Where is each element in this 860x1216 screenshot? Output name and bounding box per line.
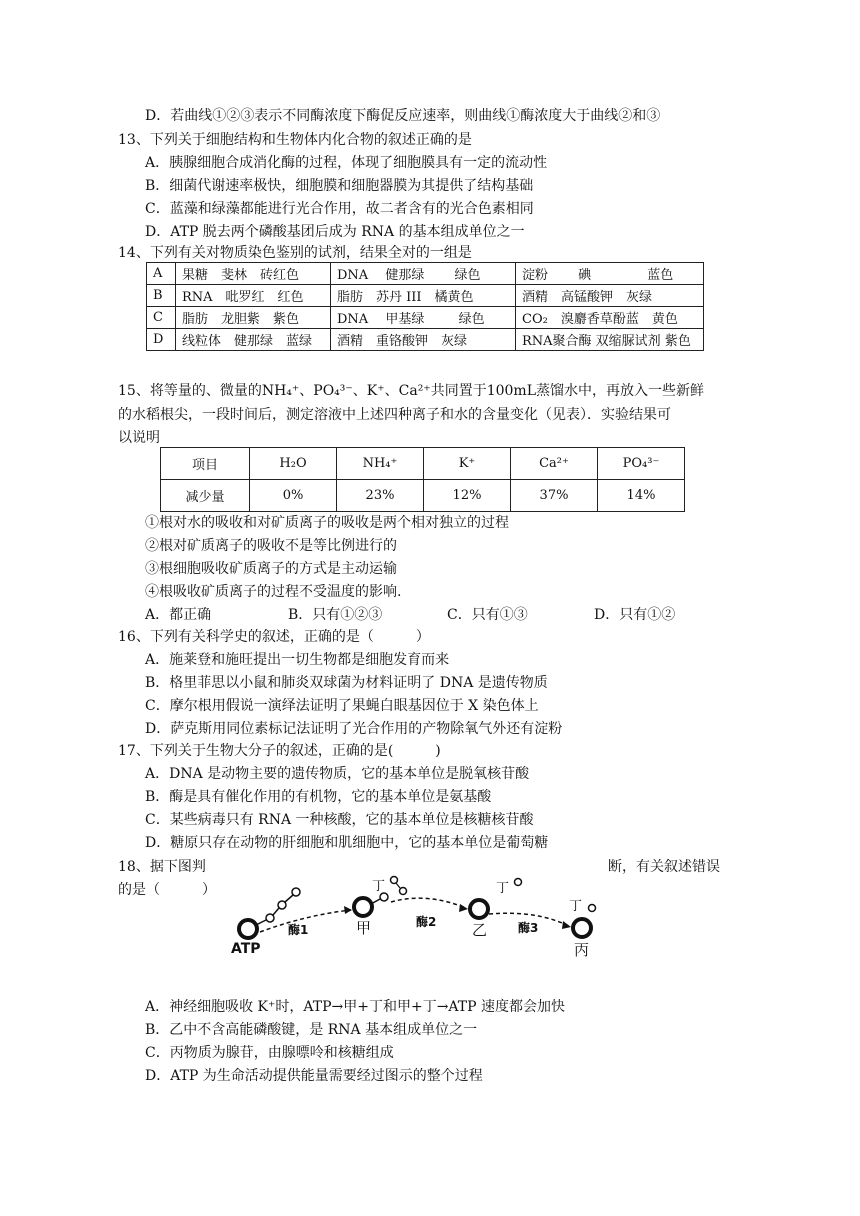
table-cell: CO₂ 溴麝香草酚蓝 黄色 — [516, 307, 704, 329]
bing-label: 丙 — [574, 941, 590, 959]
enzyme2-label: 酶2 — [416, 915, 437, 929]
table-header-cell: Ca²⁺ — [511, 448, 598, 480]
table-cell: 酒精 重铬酸钾 灰绿 — [331, 329, 516, 351]
table-header-cell: PO₄³⁻ — [598, 448, 685, 480]
atp-label: ATP — [231, 941, 261, 957]
q13-option-a: A．胰腺细胞合成消化酶的过程，体现了细胞膜具有一定的流动性 — [145, 155, 548, 171]
q13-option-d: D．ATP 脱去两个磷酸基团后成为 RNA 的基本组成单位之一 — [145, 224, 525, 240]
q18-option-c: C．丙物质为腺苷，由腺嘌呤和核糖组成 — [145, 1045, 394, 1061]
table-row — [147, 307, 704, 329]
table-cell: 果糖 斐林 砖红色 — [176, 263, 331, 285]
q17-option-c: C．某些病毒只有 RNA 一种核酸，它的基本单位是核糖核苷酸 — [145, 812, 534, 828]
table-header-cell: H₂O — [250, 448, 337, 480]
table-cell: DNA 甲基绿 绿色 — [331, 307, 516, 329]
atp-hydrolysis-diagram — [226, 870, 616, 965]
ding-label-2: 丁 — [496, 881, 510, 896]
table-cell: 37% — [511, 480, 598, 512]
q18-stem-right: 断，有关叙述错误 — [608, 859, 720, 875]
table-header-cell: 项目 — [161, 448, 250, 480]
table-cell: 酒精 高锰酸钾 灰绿 — [516, 285, 704, 307]
table-cell: B — [147, 285, 176, 307]
q13-option-c: C．蓝藻和绿藻都能进行光合作用，故二者含有的光合色素相同 — [145, 201, 534, 217]
ding-phosphate-3 — [589, 905, 596, 912]
table-cell: DNA 健那绿 绿色 — [331, 263, 516, 285]
table-cell: D — [147, 329, 176, 351]
q18-stem-left: 18、据下图判 — [118, 859, 206, 875]
q14-reagent-table — [146, 262, 704, 351]
yi-label: 乙 — [472, 921, 488, 939]
q18-option-a: A．神经细胞吸收 K⁺时，ATP→甲+丁和甲+丁→ATP 速度都会加快 — [145, 999, 565, 1015]
table-cell: A — [147, 263, 176, 285]
table-header-cell: K⁺ — [424, 448, 511, 480]
table-cell: 0% — [250, 480, 337, 512]
bing-molecule — [573, 919, 591, 937]
ding-phosphate-1 — [391, 877, 407, 895]
q12-option-d: D．若曲线①②③表示不同酶浓度下酶促反应速率，则曲线①酶浓度大于曲线②和③ — [145, 108, 661, 124]
q13-option-b: B．细菌代谢速率极快，细胞膜和细胞器膜为其提供了结构基础 — [145, 178, 534, 194]
q17-stem: 17、下列关于生物大分子的叙述，正确的是( ) — [118, 743, 441, 759]
q18-stem-line2: 的是（ ） — [118, 882, 216, 898]
table-header-row — [161, 448, 685, 480]
q15-choice-d: D．只有①② — [594, 607, 676, 623]
q15-stem-line3: 以说明 — [118, 430, 160, 446]
table-row — [161, 480, 685, 512]
q14-stem: 14、下列有关对物质染色鉴别的试剂，结果全对的一组是 — [118, 245, 472, 261]
q15-statement-3: ③根细胞吸收矿质离子的方式是主动运输 — [145, 561, 397, 577]
q16-option-c: C．摩尔根用假说一演绎法证明了果蝇白眼基因位于 X 染色体上 — [145, 698, 539, 714]
q16-option-b: B．格里菲思以小鼠和肺炎双球菌为材料证明了 DNA 是遗传物质 — [145, 675, 548, 691]
table-cell: 14% — [598, 480, 685, 512]
enzyme1-label: 酶1 — [288, 923, 309, 937]
q17-option-b: B．酶是具有催化作用的有机物，它的基本单位是氨基酸 — [145, 789, 492, 805]
table-cell: 脂肪 苏丹 III 橘黄色 — [331, 285, 516, 307]
arrow-1-head — [344, 906, 352, 914]
q15-statement-1: ①根对水的吸收和对矿质离子的吸收是两个相对独立的过程 — [145, 515, 509, 531]
q18-option-b: B．乙中不含高能磷酸键，是 RNA 基本组成单位之一 — [145, 1022, 478, 1038]
q13-stem: 13、下列关于细胞结构和生物体内化合物的叙述正确的是 — [118, 132, 472, 148]
table-row — [147, 285, 704, 307]
table-cell: 线粒体 健那绿 蓝绿 — [176, 329, 331, 351]
table-row — [147, 263, 704, 285]
q15-statement-2: ②根对矿质离子的吸收不是等比例进行的 — [145, 538, 397, 554]
q16-stem: 16、下列有关科学史的叙述，正确的是（ ） — [118, 629, 430, 645]
ding-phosphate-2 — [515, 879, 522, 886]
q15-choice-b: B．只有①②③ — [288, 607, 383, 623]
arrow-3-head — [562, 921, 571, 929]
q15-choice-a: A．都正确 — [145, 607, 212, 623]
q15-choice-c: C．只有①③ — [447, 607, 528, 623]
arrow-2 — [391, 898, 466, 908]
q15-statement-4: ④根吸收矿质离子的过程不受温度的影响. — [145, 584, 402, 600]
table-cell: C — [147, 307, 176, 329]
table-row — [147, 329, 704, 351]
q16-option-a: A．施莱登和施旺提出一切生物都是细胞发育而来 — [145, 652, 450, 668]
q15-stem-line1: 15、将等量的、微量的NH₄⁺、PO₄³⁻、K⁺、Ca²⁺共同置于100mL蒸馏水中，再放入一些新鲜 — [118, 383, 704, 399]
q17-option-a: A．DNA 是动物主要的遗传物质，它的基本单位是脱氧核苷酸 — [145, 766, 530, 782]
table-cell: RNA 吡罗红 红色 — [176, 285, 331, 307]
jia-label: 甲 — [356, 919, 372, 937]
table-cell: 减少量 — [161, 480, 250, 512]
q15-ion-table — [160, 447, 685, 512]
q16-option-d: D．萨克斯用同位素标记法证明了光合作用的产物除氧气外还有淀粉 — [145, 721, 563, 737]
enzyme3-label: 酶3 — [518, 921, 539, 935]
q15-stem-line2: 的水稻根尖，一段时间后，测定溶液中上述四种离子和水的含量变化（见表）．实验结果可 — [118, 407, 671, 423]
ding-label-3: 丁 — [569, 899, 583, 914]
table-cell: RNA聚合酶 双缩脲试剂 紫色 — [516, 329, 704, 351]
table-cell: 23% — [337, 480, 424, 512]
arrow-2-head — [459, 904, 468, 912]
ding-label-1: 丁 — [372, 879, 386, 894]
table-header-cell: NH₄⁺ — [337, 448, 424, 480]
yi-molecule — [470, 900, 488, 918]
jia-molecule — [354, 893, 388, 916]
table-cell: 脂肪 龙胆紫 紫色 — [176, 307, 331, 329]
table-cell: 淀粉 碘 蓝色 — [516, 263, 704, 285]
q17-option-d: D．糖原只存在动物的肝细胞和肌细胞中，它的基本单位是葡萄糖 — [145, 835, 549, 851]
table-cell: 12% — [424, 480, 511, 512]
q18-option-d: D．ATP 为生命活动提供能量需要经过图示的整个过程 — [145, 1068, 483, 1084]
